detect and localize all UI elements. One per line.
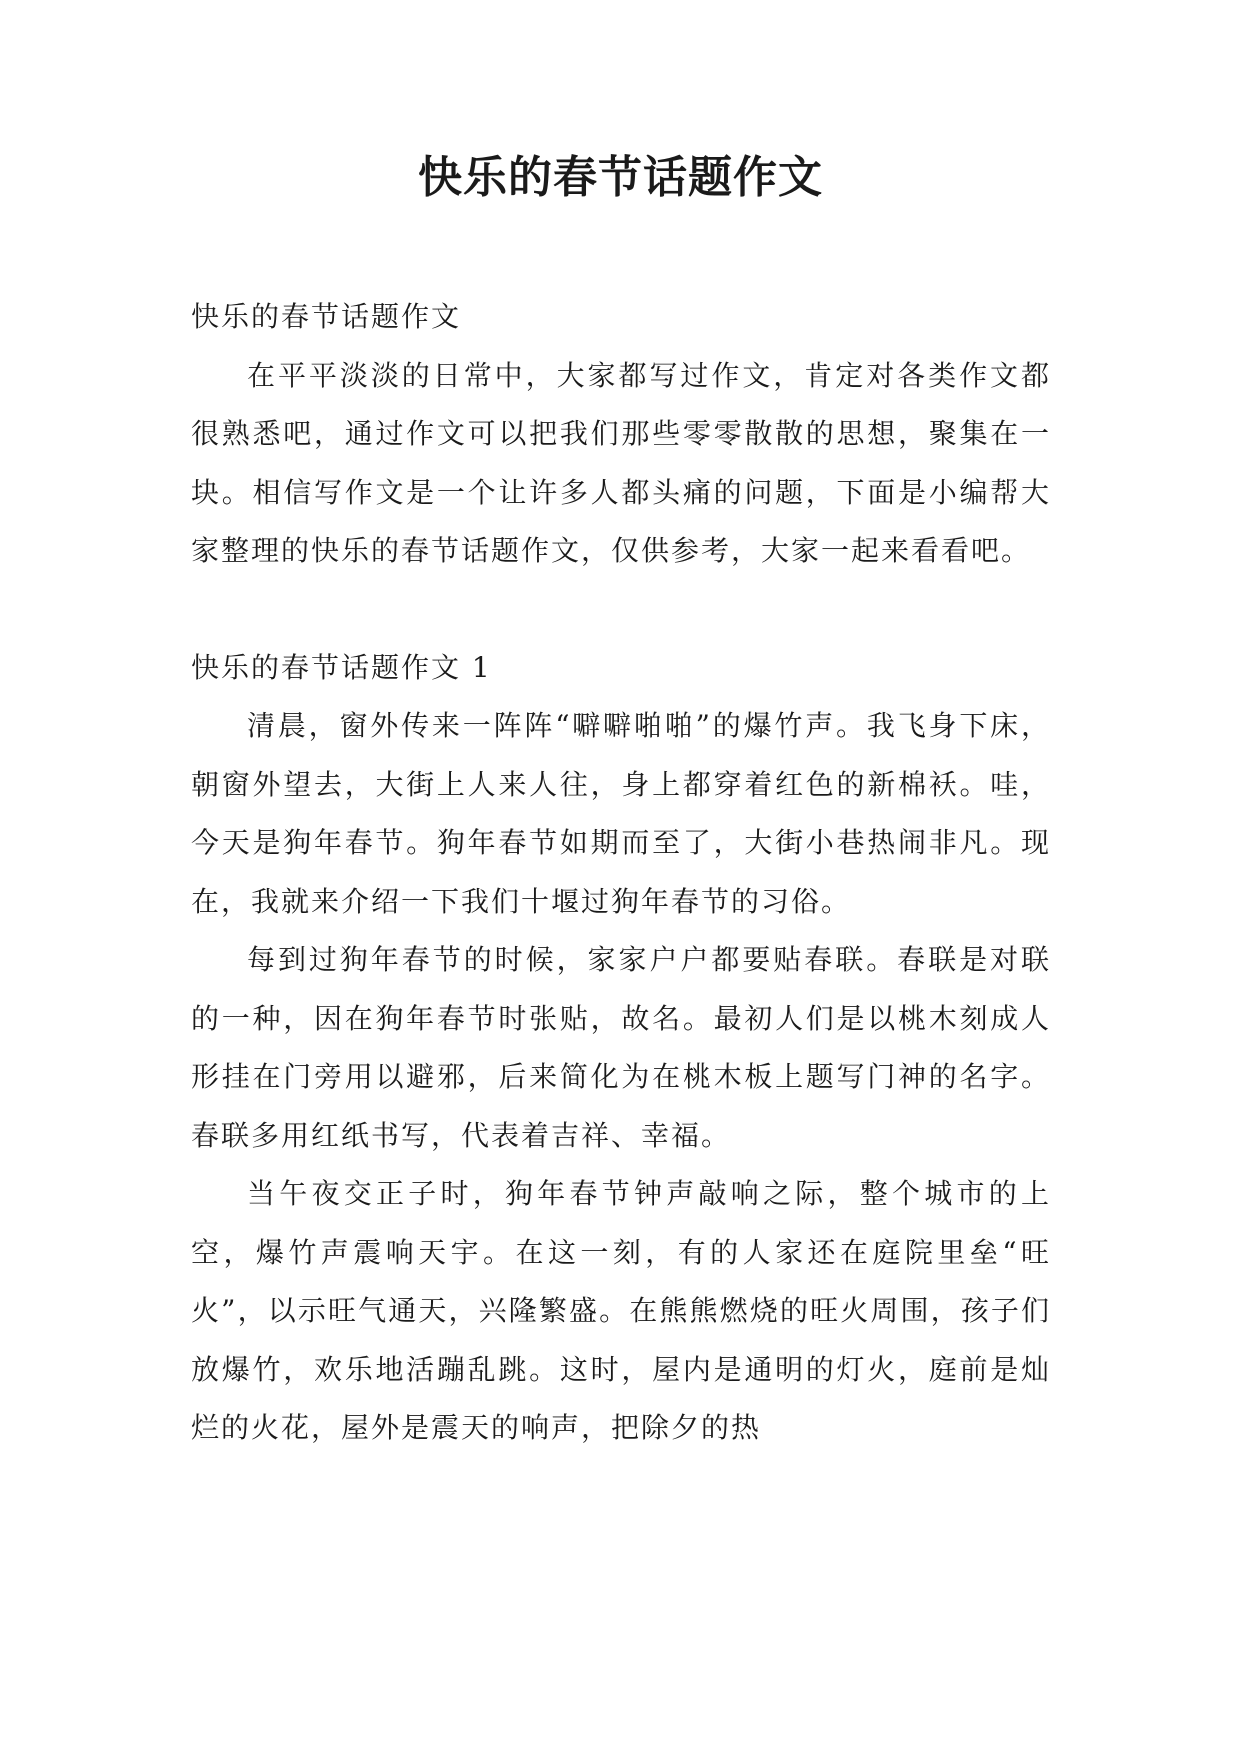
section-1-paragraph-1: 清晨，窗外传来一阵阵“噼噼啪啪”的爆竹声。我飞身下床，朝窗外望去，大街上人来人往，身上都穿着红色的新棉袄。哇，今天是狗年春节。狗年春节如期而至了，大街小巷热闹非凡。现在，我就来介绍一下我们十堰过狗年春节的习俗。 bbox=[191, 709, 1051, 918]
section-1-heading: 快乐的春节话题作文 1 bbox=[191, 650, 492, 684]
section-spacer bbox=[191, 581, 1051, 639]
intro-heading: 快乐的春节话题作文 bbox=[191, 300, 462, 333]
section-1-paragraph-2: 每到过狗年春节的时候，家家户户都要贴春联。春联是对联的一种，因在狗年春节时张贴，故名。最初人们是以桃木刻成人形挂在门旁用以避邪，后来简化为在桃木板上题写门神的名字。春联多用红纸书写，代表着吉祥、幸福。 bbox=[191, 943, 1051, 1152]
document-title: 快乐的春节话题作文 bbox=[418, 152, 823, 203]
section-1-paragraph-3: 当午夜交正子时，狗年春节钟声敲响之际，整个城市的上空，爆竹声震响天宇。在这一刻，有的人家还在庭院里垒“旺火”，以示旺气通天，兴隆繁盛。在熊熊燃烧的旺火周围，孩子们放爆竹，欢乐地活蹦乱跳。这时，屋内是通明的灯火，庭前是灿烂的火花，屋外是震天的响声，把除夕的热 bbox=[191, 1177, 1051, 1444]
intro-paragraph: 在平平淡淡的日常中，大家都写过作文，肯定对各类作文都很熟悉吧，通过作文可以把我们那些零零散散的思想，聚集在一块。相信写作文是一个让许多人都头痛的问题，下面是小编帮大家整理的快乐的春节话题作文，仅供参考，大家一起来看看吧。 bbox=[191, 358, 1051, 567]
document-body bbox=[191, 288, 1051, 1458]
